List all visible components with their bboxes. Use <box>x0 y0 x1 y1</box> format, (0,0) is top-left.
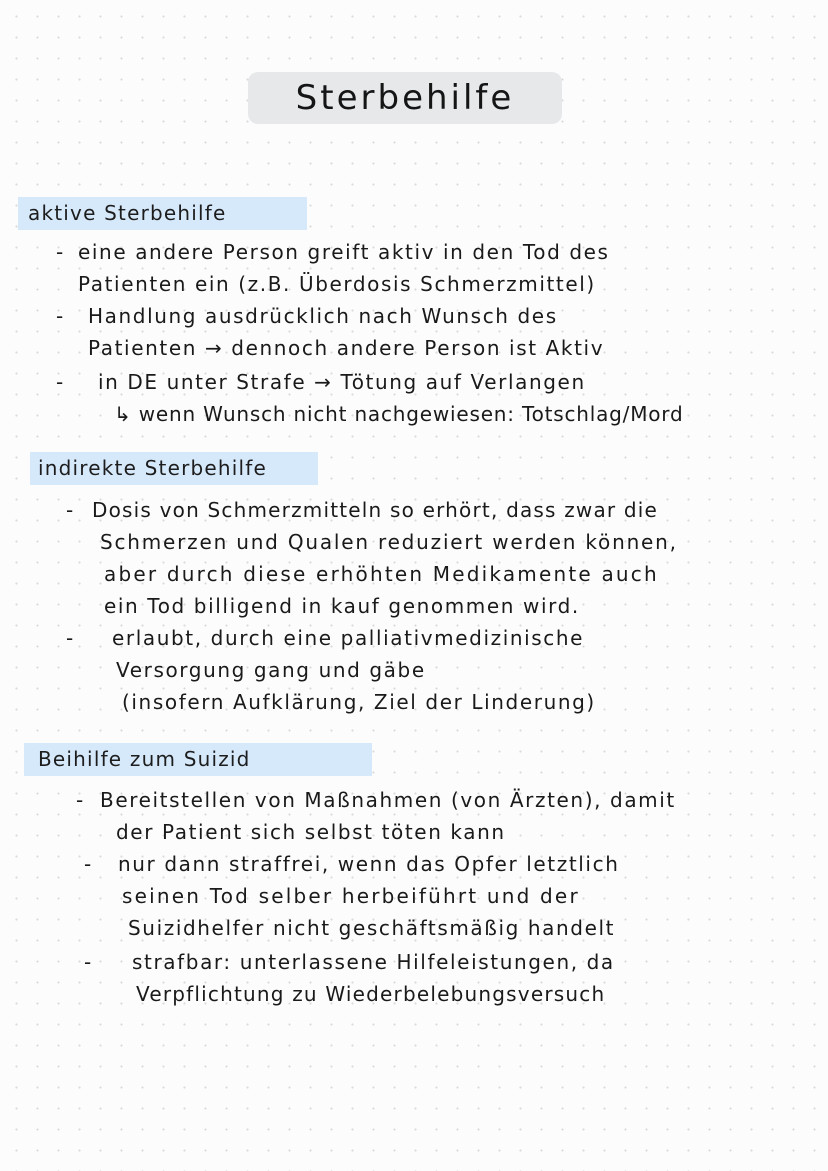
note-line: erlaubt, durch eine palliativmedizinische <box>112 626 585 650</box>
note-line: Schmerzen und Qualen reduziert werden können, <box>100 530 678 554</box>
note-line: ↳ wenn Wunsch nicht nachgewiesen: Totschlag/Mord <box>114 402 684 426</box>
note-line: aber durch diese erhöhten Medikamente auch <box>104 562 659 586</box>
note-line: Dosis von Schmerzmitteln so erhört, dass zwar die <box>92 498 659 522</box>
note-line: Patienten → dennoch andere Person ist Aktiv <box>88 336 605 360</box>
bullet-dash: - <box>56 240 64 264</box>
note-line: in DE unter Strafe → Tötung auf Verlangen <box>98 370 586 394</box>
note-line: (insofern Aufklärung, Ziel der Linderung) <box>122 690 596 714</box>
note-line: Versorgung gang und gäbe <box>116 658 426 682</box>
note-line: eine andere Person greift aktiv in den Tod des <box>78 240 610 264</box>
section-heading-beihilfe: Beihilfe zum Suizid <box>38 747 251 771</box>
bullet-dash: - <box>84 950 92 974</box>
note-line: Bereitstellen von Maßnahmen (von Ärzten), damit <box>100 788 676 812</box>
note-line: Patienten ein (z.B. Überdosis Schmerzmittel) <box>78 272 596 296</box>
note-line: strafbar: unterlassene Hilfeleistungen, da <box>132 950 615 974</box>
section-heading-indirekte: indirekte Sterbehilfe <box>38 456 268 480</box>
bullet-dash: - <box>66 498 74 522</box>
note-line: der Patient sich selbst töten kann <box>116 820 506 844</box>
note-line: Handlung ausdrücklich nach Wunsch des <box>88 304 558 328</box>
bullet-dash: - <box>84 852 92 876</box>
bullet-dash: - <box>76 788 84 812</box>
note-line: Verpflichtung zu Wiederbelebungsversuch <box>136 982 606 1006</box>
note-line: ein Tod billigend in kauf genommen wird. <box>104 594 580 618</box>
note-line: Suizidhelfer nicht geschäftsmäßig handelt <box>128 916 616 940</box>
note-line: seinen Tod selber herbeiführt und der <box>122 884 580 908</box>
page-title: Sterbehilfe <box>295 78 515 118</box>
bullet-dash: - <box>56 370 64 394</box>
note-line: nur dann straffrei, wenn das Opfer letztlich <box>118 852 620 876</box>
bullet-dash: - <box>56 304 64 328</box>
section-heading-aktive: aktive Sterbehilfe <box>28 201 227 225</box>
bullet-dash: - <box>66 626 74 650</box>
